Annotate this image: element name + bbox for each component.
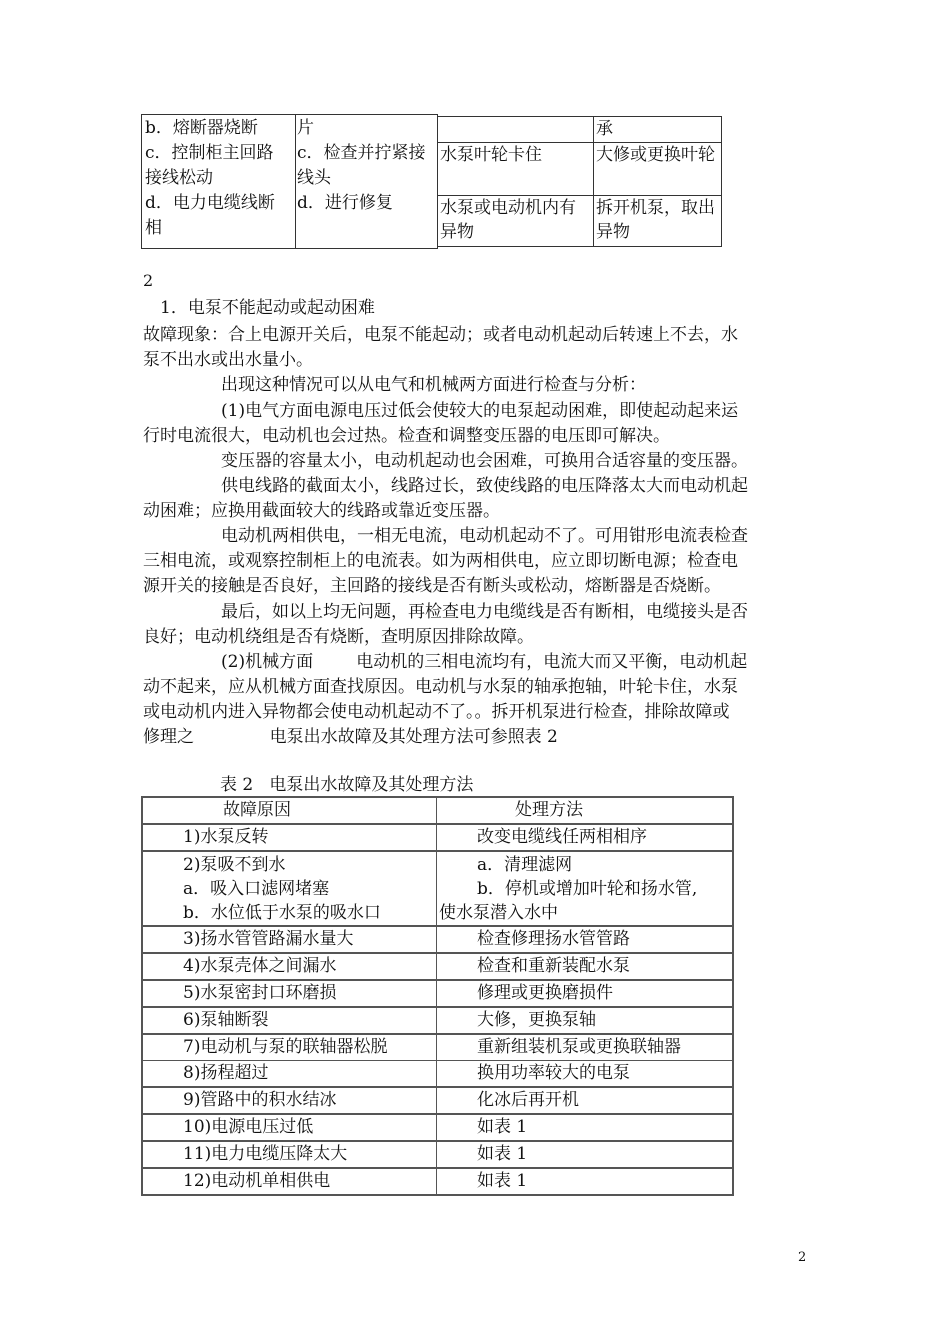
fix-cell: 化冰后再开机 xyxy=(477,1090,579,1110)
paragraph-line: 或电动机内进入异物都会使电动机起动不了。。拆开机泵进行检查，排除故障或 xyxy=(143,702,730,722)
fix-cell: 修理或更换磨损件 xyxy=(477,983,613,1003)
cause-cell: 6)泵轴断裂 xyxy=(143,1008,437,1033)
fix-line: 片 xyxy=(297,118,314,138)
cause-cell xyxy=(143,852,437,925)
cause-cell: 1)水泵反转 xyxy=(143,825,437,850)
cause-cell: 9)管路中的积水结冰 xyxy=(143,1088,437,1113)
cause-cell: 5)水泵密封口环磨损 xyxy=(143,981,437,1006)
fix-line: c．检查并拧紧接 xyxy=(297,143,426,163)
paragraph-line: 动不起来，应从机械方面查找原因。电动机与水泵的轴承抱轴，叶轮卡住，水泵 xyxy=(143,677,738,697)
table-row xyxy=(141,954,734,981)
cause-cell: 8)扬程超过 xyxy=(143,1061,437,1086)
cause-cell: 10)电源电压过低 xyxy=(143,1115,437,1140)
paragraph-line: 行时电流很大，电动机也会过热。检查和调整变压器的电压即可解决。 xyxy=(143,426,670,446)
cause-cell: 7)电动机与泵的联轴器松脱 xyxy=(143,1035,437,1060)
cause-line: b．水位低于水泵的吸水口 xyxy=(183,903,381,923)
paragraph-line: 泵不出水或出水量小。 xyxy=(143,350,313,370)
table-row xyxy=(141,1061,734,1088)
paragraph-line: (2)机械方面 电动机的三相电流均有，电流大而又平衡，电动机起 xyxy=(221,652,748,672)
table-row xyxy=(141,1008,734,1035)
cause-line: 相 xyxy=(145,218,162,238)
fix-line: 使水泵潜入水中 xyxy=(439,903,558,923)
table-row xyxy=(141,1115,734,1142)
cause-cell: 12)电动机单相供电 xyxy=(143,1169,437,1194)
table-cell: 拆开机泵，取出异物 xyxy=(593,195,722,247)
cause-list xyxy=(145,116,295,241)
fix-cell: 如表 1 xyxy=(477,1117,528,1137)
header-fix: 处理方法 xyxy=(515,800,583,820)
table-cell: 大修或更换叶轮 xyxy=(593,142,722,196)
fault-table xyxy=(141,796,734,1196)
paragraph-line: 良好；电动机绕组是否有烧断，查明原因排除故障。 xyxy=(143,627,534,647)
paragraph-line: 故障现象：合上电源开关后，电泵不能起动；或者电动机起动后转速上不去，水 xyxy=(143,325,738,345)
table-cell: 水泵或电动机内有异物 xyxy=(437,195,594,247)
table-row xyxy=(141,1035,734,1061)
fix-cell xyxy=(437,852,732,925)
fix-cell: 换用功率较大的电泵 xyxy=(477,1063,630,1083)
paragraph-line: 供电线路的截面太小，线路过长，致使线路的电压降落太大而电动机起 xyxy=(221,476,748,496)
cause-line: d．电力电缆线断 xyxy=(145,193,275,213)
table-row xyxy=(141,1169,734,1196)
cause-line: 2)泵吸不到水 xyxy=(183,855,286,875)
paragraph-line: 源开关的接触是否良好，主回路的接线是否有断头或松动，熔断器是否烧断。 xyxy=(143,576,721,596)
paragraph-line: 出现这种情况可以从电气和机械两方面进行检查与分析： xyxy=(221,375,646,395)
paragraph-line: 电动机两相供电，一相无电流，电动机起动不了。可用钳形电流表检查 xyxy=(221,526,748,546)
table-cell xyxy=(437,116,594,143)
table-header-row xyxy=(141,796,734,825)
section-number: 2 xyxy=(143,271,154,290)
cause-line: a．吸入口滤网堵塞 xyxy=(183,879,330,899)
table-row xyxy=(141,927,734,954)
header-cause: 故障原因 xyxy=(143,798,437,823)
continuation-table xyxy=(141,114,724,249)
fix-cell: 检查修理扬水管管路 xyxy=(477,929,630,949)
paragraph-line: 动困难；应换用截面较大的线路或靠近变压器。 xyxy=(143,501,500,521)
page-number: 2 xyxy=(798,1250,807,1265)
cause-line: c．控制柜主回路 xyxy=(145,143,274,163)
fix-cell: 检查和重新装配水泵 xyxy=(477,956,630,976)
fix-line: d．进行修复 xyxy=(297,193,393,213)
fix-cell: 如表 1 xyxy=(477,1144,528,1164)
cause-line: 接线松动 xyxy=(145,168,213,188)
paragraph-line: 最后，如以上均无问题，再检查电力电缆线是否有断相，电缆接头是否 xyxy=(221,602,748,622)
cause-cell: 11)电力电缆压降太大 xyxy=(143,1142,437,1167)
fix-list xyxy=(297,116,439,216)
paragraph-line: (1)电气方面电源电压过低会使较大的电泵起动困难，即使起动起来运 xyxy=(221,401,739,421)
fix-cell: 如表 1 xyxy=(477,1171,528,1191)
table-cell: 承 xyxy=(593,116,722,143)
table-row xyxy=(141,981,734,1008)
table-row xyxy=(141,1088,734,1115)
table-row xyxy=(141,1142,734,1169)
cause-cell: 4)水泵壳体之间漏水 xyxy=(143,954,437,979)
table-row xyxy=(141,852,734,927)
paragraph-line: 变压器的容量太小，电动机起动也会困难，可换用合适容量的变压器。 xyxy=(221,451,748,471)
fix-line: a．清理滤网 xyxy=(477,855,573,875)
cause-line: b．熔断器烧断 xyxy=(145,118,258,138)
cause-cell: 3)扬水管管路漏水量大 xyxy=(143,927,437,952)
fix-line: b．停机或增加叶轮和扬水管, xyxy=(477,879,698,899)
fix-cell: 改变电缆线任两相相序 xyxy=(477,827,647,847)
paragraph-line: 三相电流，或观察控制柜上的电流表。如为两相供电，应立即切断电源；检查电 xyxy=(143,551,738,571)
section-heading: 1．电泵不能起动或起动困难 xyxy=(160,298,375,318)
fix-line: 线头 xyxy=(297,168,331,188)
table-cell: 水泵叶轮卡住 xyxy=(437,142,594,196)
table-row xyxy=(141,825,734,852)
fix-cell: 重新组装机泵或更换联轴器 xyxy=(477,1037,681,1057)
table-caption: 表 2 电泵出水故障及其处理方法 xyxy=(220,775,474,795)
paragraph-line: 修理之 电泵出水故障及其处理方法可参照表 2 xyxy=(143,727,558,747)
fix-cell: 大修，更换泵轴 xyxy=(477,1010,596,1030)
